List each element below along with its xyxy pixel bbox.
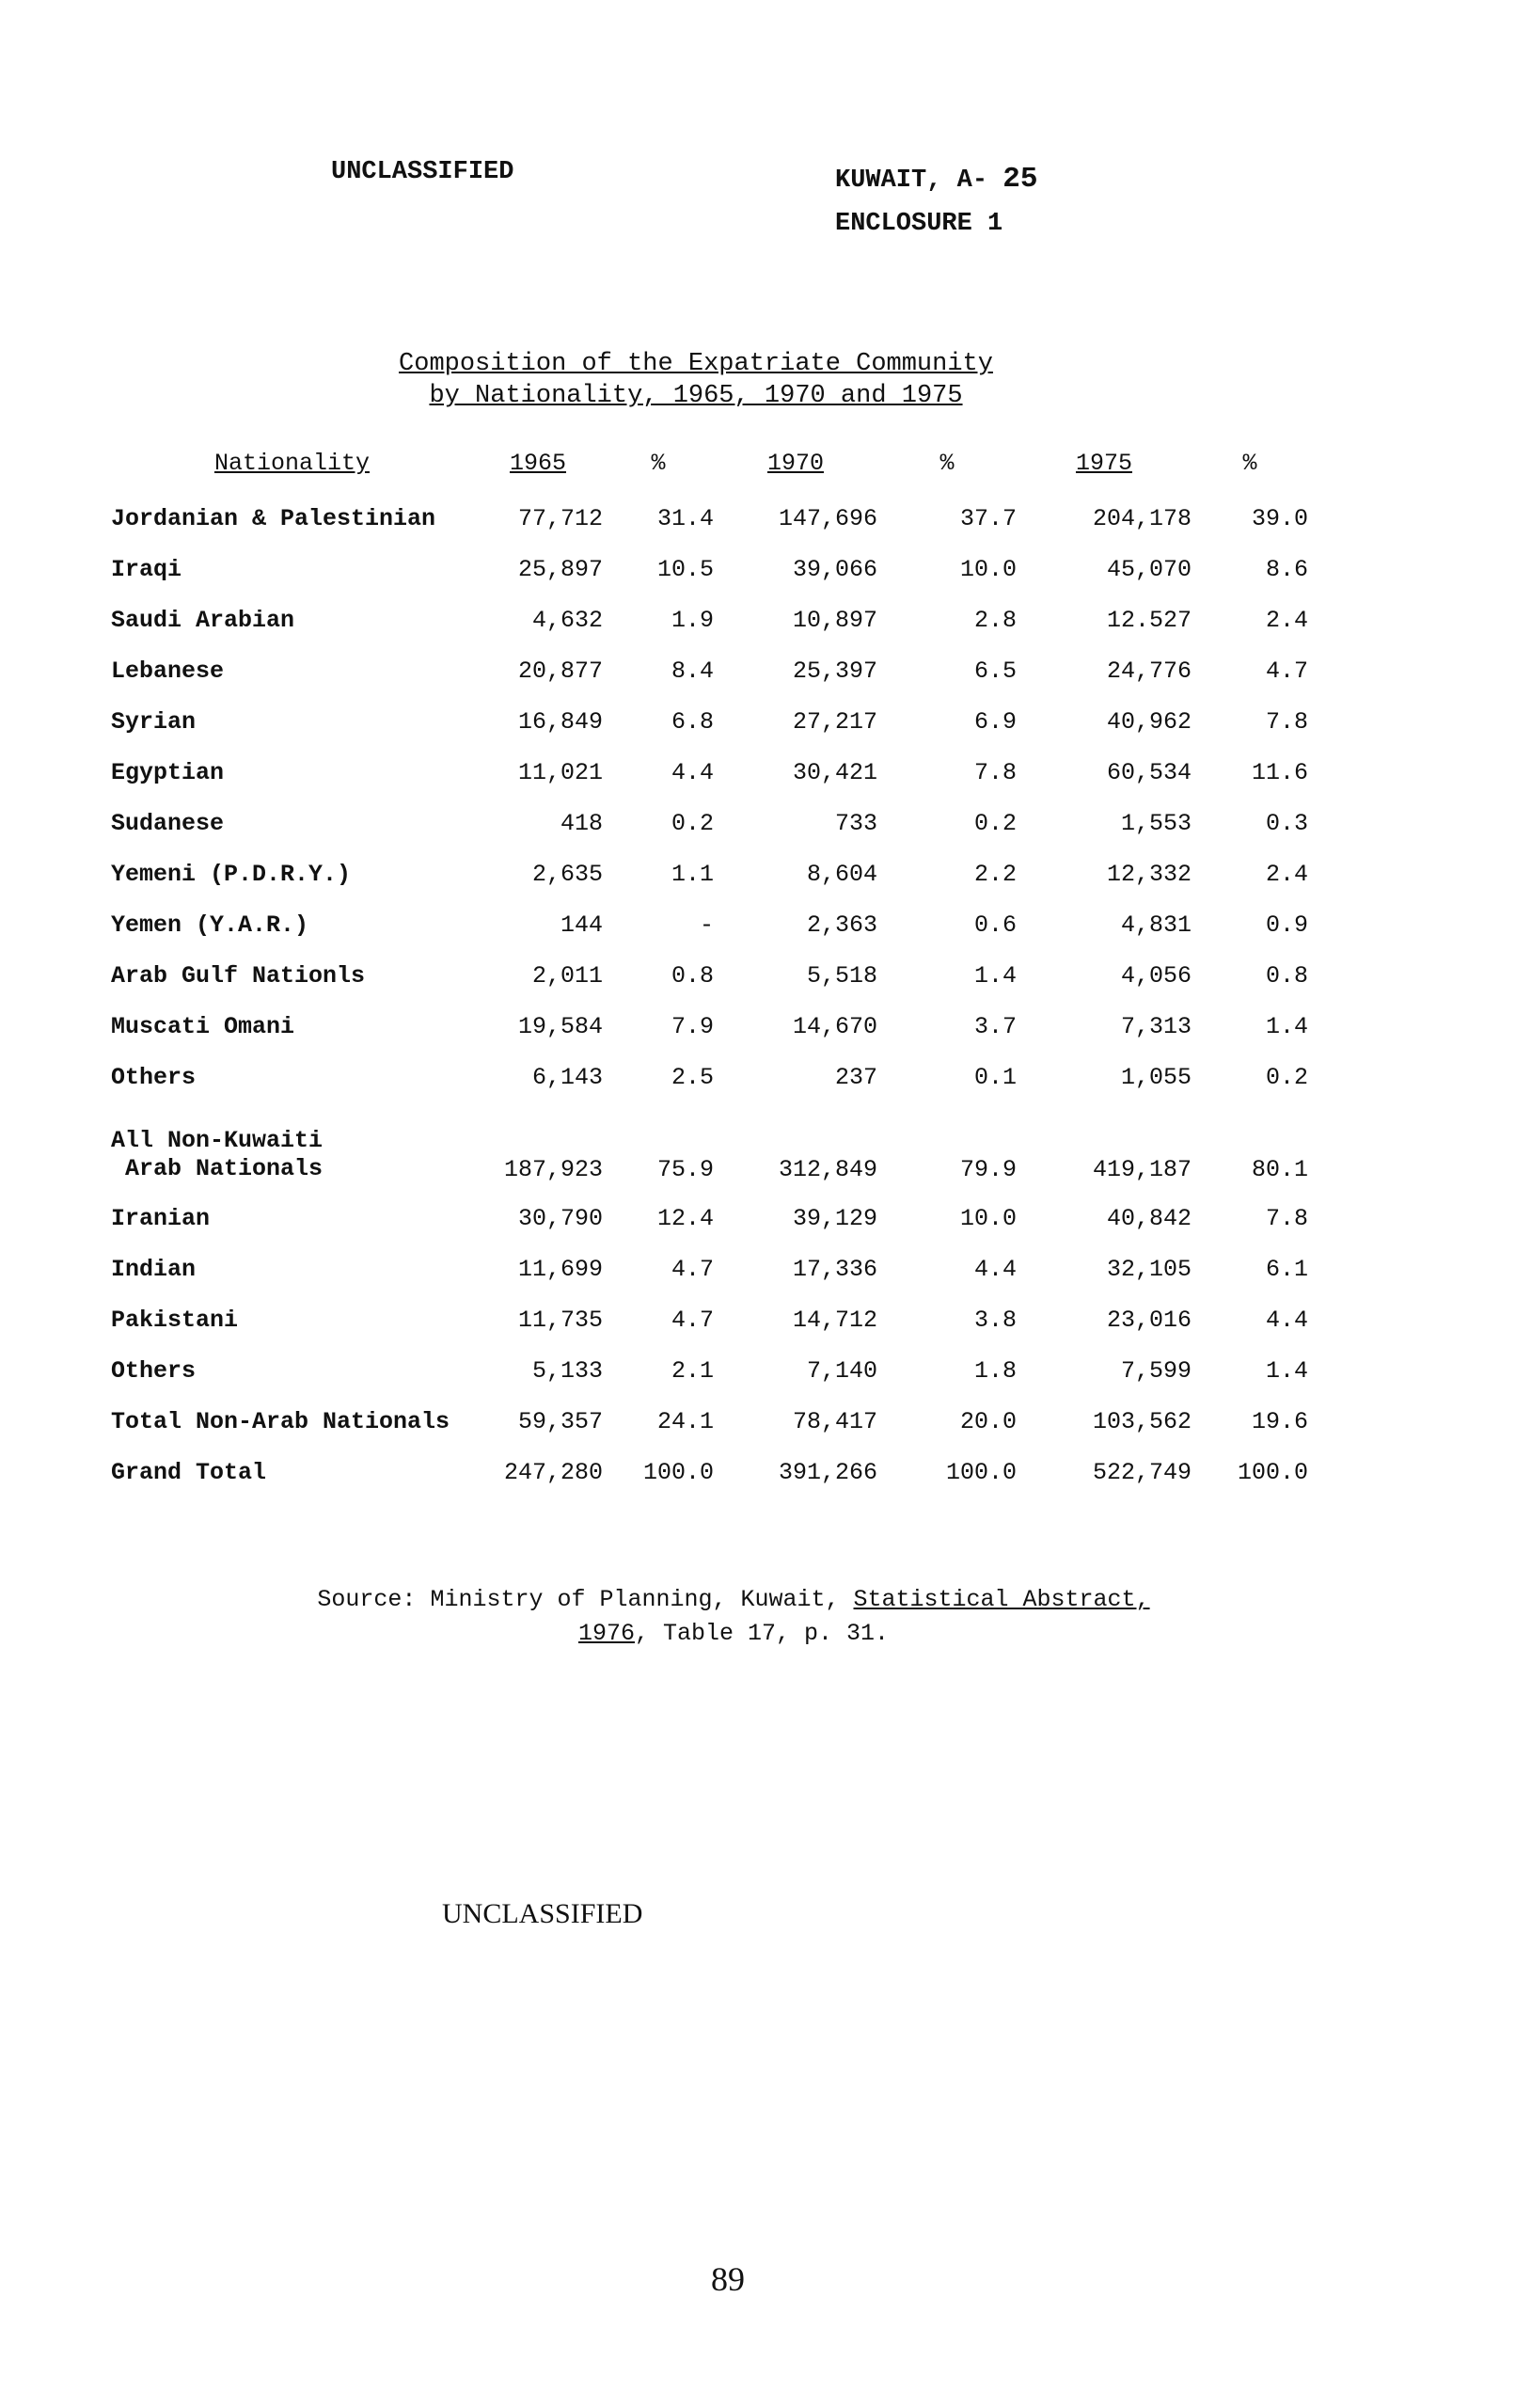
row-value: 237 [834, 1063, 877, 1091]
row-value: 0.2 [973, 809, 1017, 837]
row-value: 0.3 [1265, 809, 1308, 837]
table-row [111, 1001, 1308, 1052]
row-value: 418 [560, 809, 603, 837]
row-value: 7.8 [1265, 1204, 1308, 1232]
row-value: 247,280 [503, 1458, 603, 1486]
row-value: 10.0 [959, 555, 1017, 583]
row-value: 0.2 [1265, 1063, 1308, 1091]
row-label: Yemeni (P.D.R.Y.) [111, 860, 352, 888]
row-label: Grand Total [111, 1458, 267, 1486]
row-label: Others [111, 1356, 197, 1385]
row-value: 7,599 [1120, 1356, 1192, 1385]
row-value: 4.4 [671, 758, 714, 786]
row-value: 20.0 [959, 1407, 1017, 1435]
row-value: 75.9 [656, 1156, 714, 1183]
row-value: 6.9 [973, 707, 1017, 736]
row-value: 79.9 [959, 1156, 1017, 1183]
doc-ref: KUWAIT, A- [835, 166, 988, 195]
row-value: 24.1 [656, 1407, 714, 1435]
row-value: 4,632 [531, 606, 603, 634]
row-value: 23,016 [1106, 1306, 1192, 1334]
row-label: Indian [111, 1255, 197, 1283]
row-value: 20,877 [517, 657, 603, 685]
row-value: 10.0 [959, 1204, 1017, 1232]
row-value: 6.5 [973, 657, 1017, 685]
row-value: 40,962 [1106, 707, 1192, 736]
row-value: 8,604 [806, 860, 877, 888]
row-label: Saudi Arabian [111, 606, 295, 634]
row-value: 733 [834, 809, 877, 837]
row-value: 11,699 [517, 1255, 603, 1283]
table-title-line2: by Nationality, 1965, 1970 and 1975 [429, 382, 963, 410]
row-value: 4.7 [1265, 657, 1308, 685]
table-row [111, 696, 1308, 747]
row-value: 59,357 [517, 1407, 603, 1435]
row-label: Total Non-Arab Nationals [111, 1407, 450, 1435]
row-value: 100.0 [1237, 1458, 1308, 1486]
row-value: 0.8 [671, 961, 714, 990]
row-value: 45,070 [1106, 555, 1192, 583]
row-value: 0.8 [1265, 961, 1308, 990]
expatriate-table [111, 450, 1308, 1497]
row-value: 2.4 [1265, 860, 1308, 888]
col-pct-1970: % [939, 450, 955, 477]
row-value: 100.0 [642, 1458, 714, 1486]
enclosure-label: ENCLOSURE 1 [835, 210, 1003, 238]
table-row [111, 747, 1308, 798]
table-title-line1: Composition of the Expatriate Community [399, 350, 993, 378]
row-label: Jordanian & Palestinian [111, 504, 436, 532]
col-nationality: Nationality [213, 450, 371, 477]
table-row [111, 1244, 1308, 1294]
source-year: 1976 [577, 1620, 635, 1647]
row-value: 39.0 [1251, 504, 1308, 532]
row-value: 4.4 [1265, 1306, 1308, 1334]
classification-header: UNCLASSIFIED [331, 158, 514, 186]
row-value: 12.4 [656, 1204, 714, 1232]
table-row [111, 544, 1308, 594]
row-value: 10.5 [656, 555, 714, 583]
row-value: 1.4 [1265, 1012, 1308, 1040]
col-1970: 1970 [766, 450, 824, 477]
row-value: 6,143 [531, 1063, 603, 1091]
row-value: 2,363 [806, 911, 877, 939]
table-row [111, 493, 1308, 544]
row-value: 37.7 [959, 504, 1017, 532]
row-value: 11,021 [517, 758, 603, 786]
row-value: 12.527 [1106, 606, 1192, 634]
row-value: 4.4 [973, 1255, 1017, 1283]
table-row [111, 950, 1308, 1001]
row-value: 40,842 [1106, 1204, 1192, 1232]
doc-ref-number: 25 [1002, 163, 1038, 196]
row-value: 187,923 [503, 1156, 603, 1183]
row-value: 30,421 [792, 758, 877, 786]
row-value: 17,336 [792, 1255, 877, 1283]
row-value: 27,217 [792, 707, 877, 736]
row-value: 2.8 [973, 606, 1017, 634]
row-value: 144 [560, 911, 603, 939]
table-row [111, 1193, 1308, 1244]
row-value: 4.7 [671, 1255, 714, 1283]
row-value: 522,749 [1092, 1458, 1192, 1486]
col-pct-1975: % [1242, 450, 1257, 477]
row-value: 8.6 [1265, 555, 1308, 583]
page-number: 89 [711, 2260, 745, 2298]
row-value: 11,735 [517, 1306, 603, 1334]
row-value: 6.8 [671, 707, 714, 736]
row-label: Sudanese [111, 809, 225, 837]
row-value: 2.1 [671, 1356, 714, 1385]
row-value: 25,897 [517, 555, 603, 583]
row-value: 14,712 [792, 1306, 877, 1334]
row-value: 31.4 [656, 504, 714, 532]
row-value: 78,417 [792, 1407, 877, 1435]
row-value: 3.8 [973, 1306, 1017, 1334]
row-value: 6.1 [1265, 1255, 1308, 1283]
row-value: 11.6 [1251, 758, 1308, 786]
row-label: Iranian [111, 1204, 211, 1232]
row-value: 7,140 [806, 1356, 877, 1385]
row-label: Egyptian [111, 758, 225, 786]
table-header-row [111, 450, 1308, 493]
table-row [111, 798, 1308, 848]
row-value: 5,518 [806, 961, 877, 990]
classification-footer: UNCLASSIFIED [442, 1898, 643, 1929]
row-value: 204,178 [1092, 504, 1192, 532]
col-1975: 1975 [1075, 450, 1132, 477]
col-pct-1965: % [651, 450, 666, 477]
row-value: 312,849 [778, 1156, 877, 1183]
row-value: 2.2 [973, 860, 1017, 888]
table-row [111, 645, 1308, 696]
row-label: Yemen (Y.A.R.) [111, 911, 309, 939]
row-label: Pakistani [111, 1306, 239, 1334]
row-value: 7.9 [671, 1012, 714, 1040]
row-value: 60,534 [1106, 758, 1192, 786]
table-row [111, 1396, 1308, 1447]
row-value: 24,776 [1106, 657, 1192, 685]
row-value: 391,266 [778, 1458, 877, 1486]
row-value: 7.8 [973, 758, 1017, 786]
col-1965: 1965 [509, 450, 566, 477]
row-value: 30,790 [517, 1204, 603, 1232]
table-row [111, 594, 1308, 645]
row-value: 0.6 [973, 911, 1017, 939]
row-value: 0.1 [973, 1063, 1017, 1091]
row-value: 80.1 [1251, 1156, 1308, 1183]
table-row [111, 1102, 1308, 1193]
table-row [111, 1345, 1308, 1396]
row-value: 12,332 [1106, 860, 1192, 888]
row-value: 39,066 [792, 555, 877, 583]
table-row [111, 1294, 1308, 1345]
row-value: 147,696 [778, 504, 877, 532]
row-value: 7,313 [1120, 1012, 1192, 1040]
row-value: 19,584 [517, 1012, 603, 1040]
row-value: 419,187 [1092, 1156, 1192, 1183]
table-row [111, 1447, 1308, 1497]
row-value: 25,397 [792, 657, 877, 685]
row-label: Arab Gulf Nationls [111, 961, 366, 990]
row-value: 4.7 [671, 1306, 714, 1334]
row-value: 4,831 [1120, 911, 1192, 939]
table-row [111, 1052, 1308, 1102]
row-value: 2,011 [531, 961, 603, 990]
row-value: 0.2 [671, 809, 714, 837]
row-value: 8.4 [671, 657, 714, 685]
source-line1: Source: Ministry of Planning, Kuwait, Statistical Abstract, [317, 1586, 1150, 1613]
row-value: 103,562 [1092, 1407, 1192, 1435]
row-value: 7.8 [1265, 707, 1308, 736]
row-value: 19.6 [1251, 1407, 1308, 1435]
row-label: Others [111, 1063, 197, 1091]
row-value: 1.8 [973, 1356, 1017, 1385]
row-value: 10,897 [792, 606, 877, 634]
row-value: 1.9 [671, 606, 714, 634]
row-label: Iraqi [111, 555, 182, 583]
source-line2: 1976, Table 17, p. 31. [577, 1620, 890, 1647]
row-value: 4,056 [1120, 961, 1192, 990]
row-value: - [699, 911, 714, 939]
table-row [111, 848, 1308, 899]
row-value: 14,670 [792, 1012, 877, 1040]
row-value: 1,055 [1120, 1063, 1192, 1091]
row-label: Syrian [111, 707, 197, 736]
row-label: Muscati Omani [111, 1012, 295, 1040]
row-value: 2.4 [1265, 606, 1308, 634]
row-label: All Non-Kuwaiti Arab Nationals [111, 1127, 324, 1182]
row-value: 5,133 [531, 1356, 603, 1385]
row-value: 32,105 [1106, 1255, 1192, 1283]
table-row [111, 899, 1308, 950]
row-label: Lebanese [111, 657, 225, 685]
row-value: 2.5 [671, 1063, 714, 1091]
document-reference [835, 158, 1037, 246]
row-value: 1,553 [1120, 809, 1192, 837]
row-value: 1.1 [671, 860, 714, 888]
row-value: 2,635 [531, 860, 603, 888]
row-value: 39,129 [792, 1204, 877, 1232]
source-publication: Statistical Abstract, [853, 1586, 1150, 1613]
row-value: 0.9 [1265, 911, 1308, 939]
row-value: 3.7 [973, 1012, 1017, 1040]
row-value: 1.4 [973, 961, 1017, 990]
row-value: 16,849 [517, 707, 603, 736]
row-value: 100.0 [945, 1458, 1017, 1486]
row-value: 77,712 [517, 504, 603, 532]
row-value: 1.4 [1265, 1356, 1308, 1385]
